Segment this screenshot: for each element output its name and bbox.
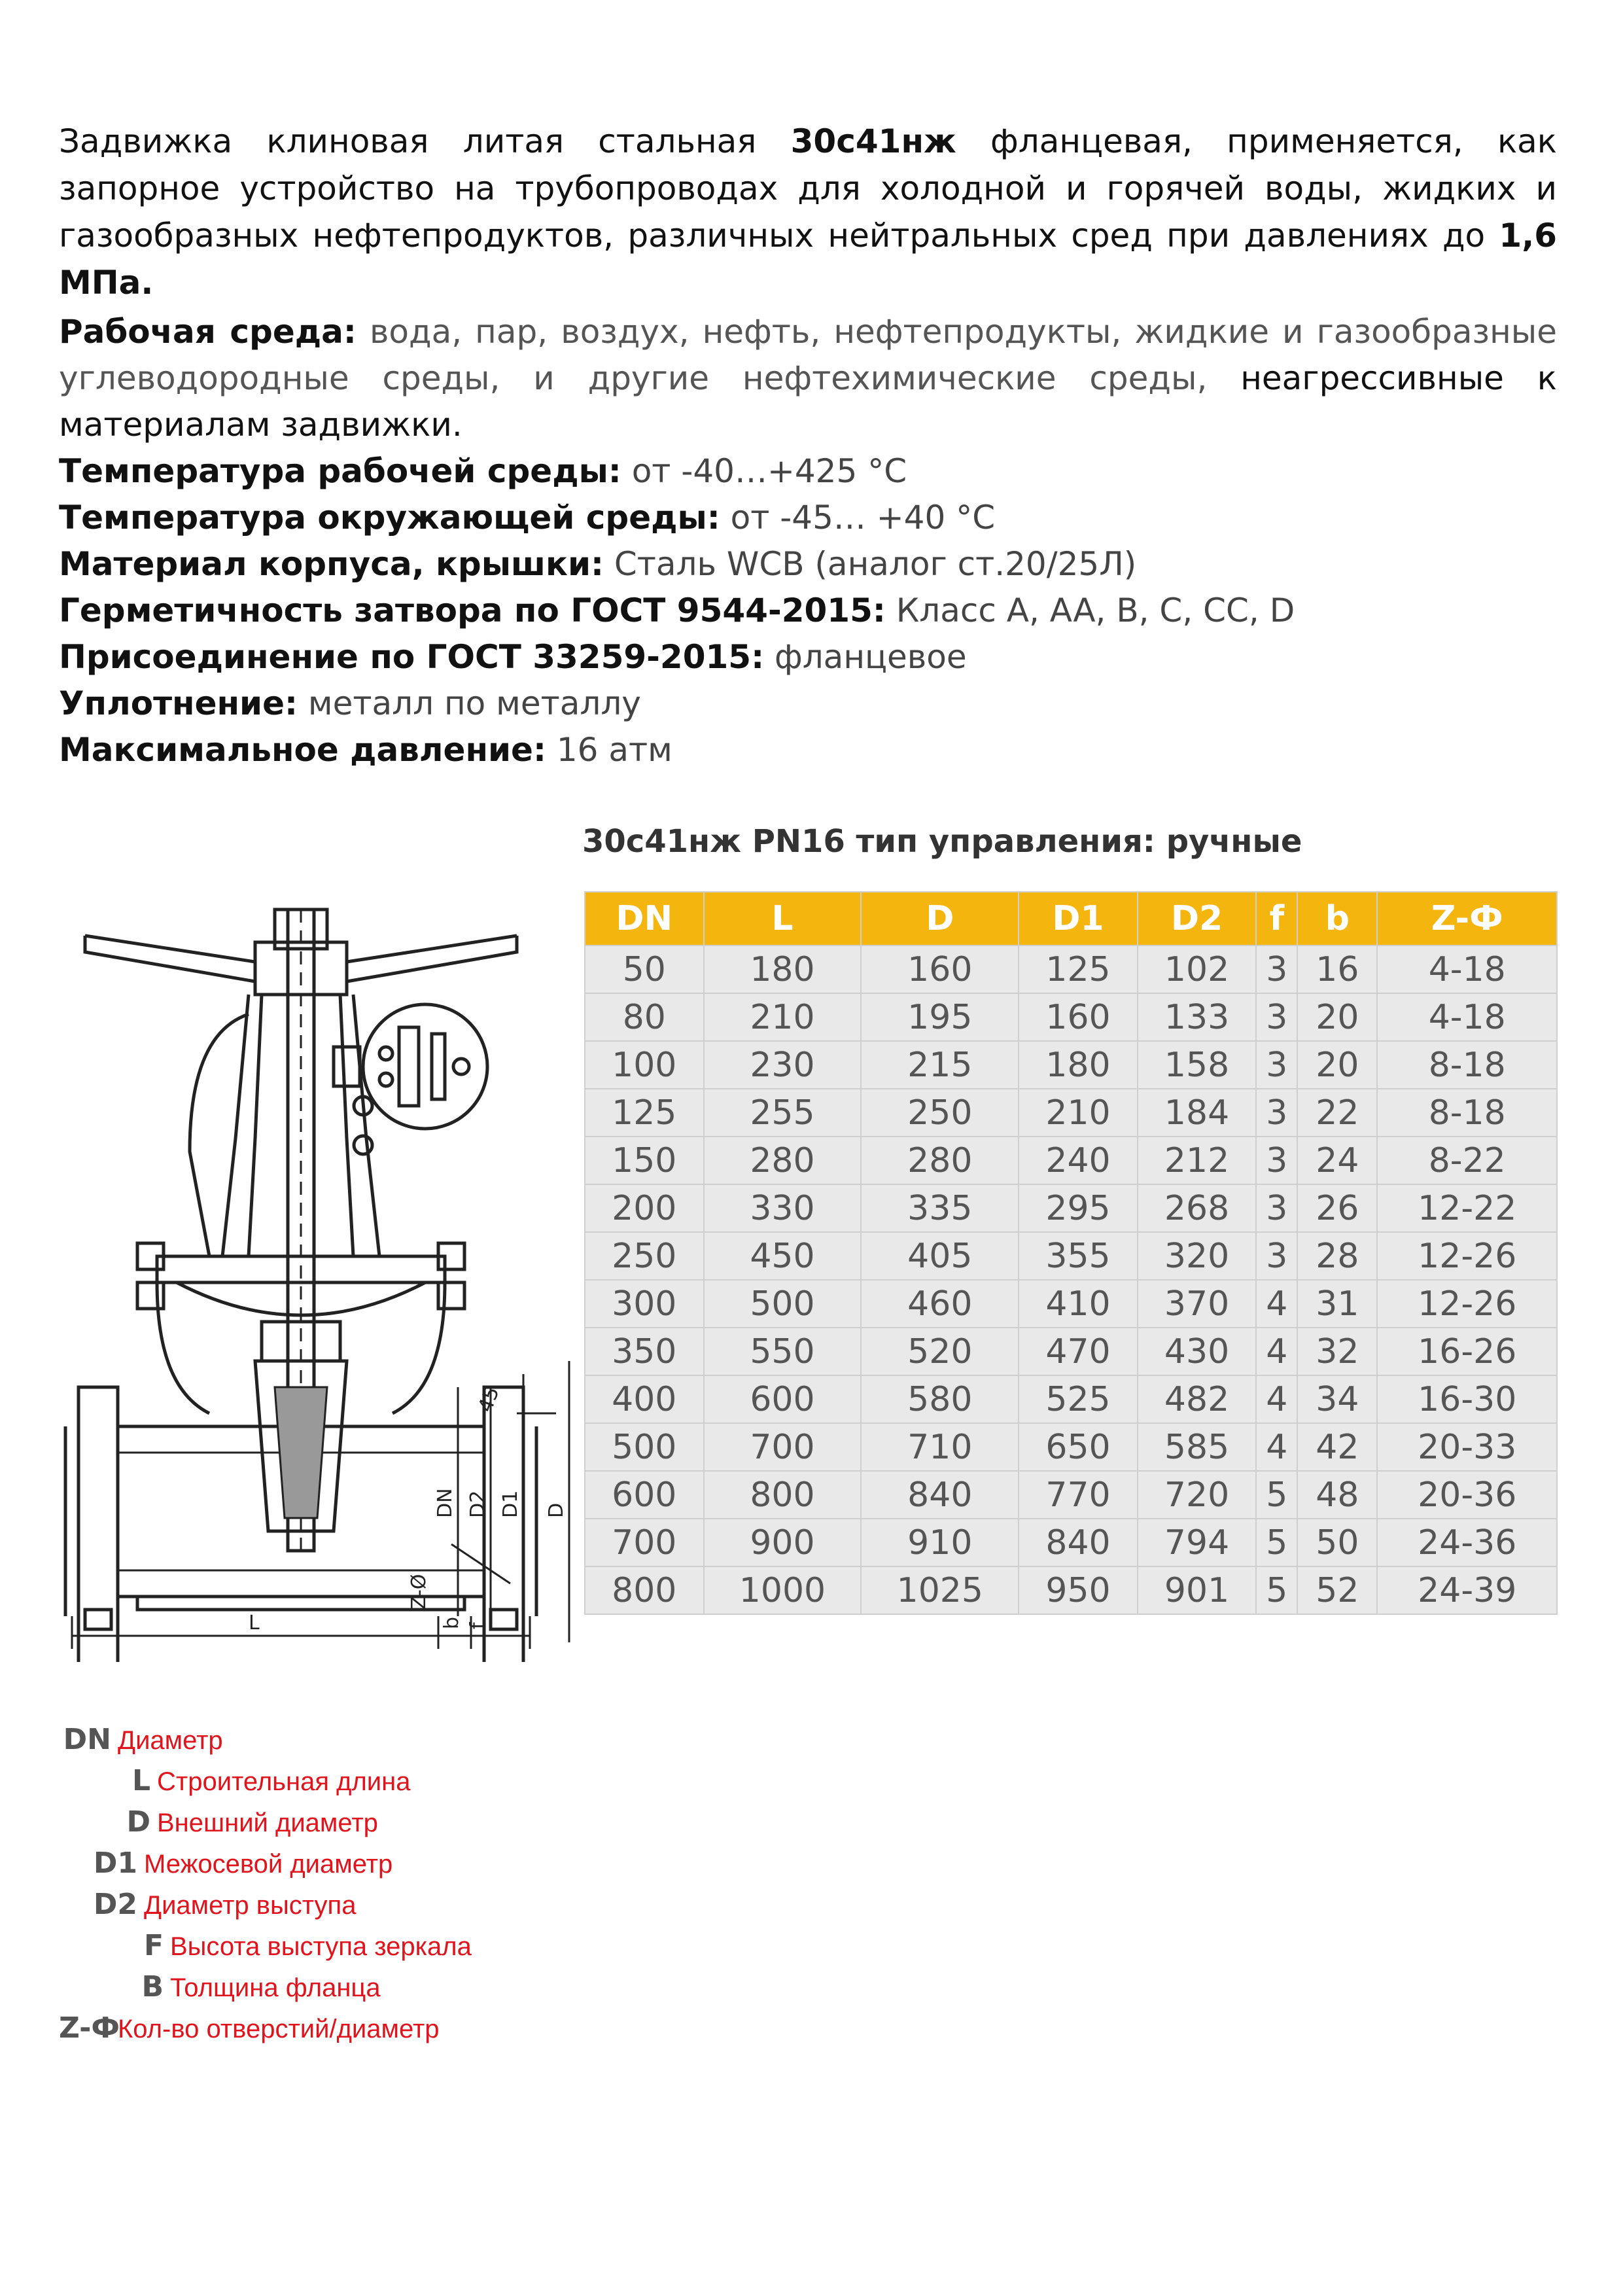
- table-cell: 405: [861, 1232, 1019, 1280]
- intro-paragraph: [59, 118, 1557, 306]
- table-cell: 42: [1297, 1423, 1377, 1471]
- table-title: 30с41нж PN16 тип управления: ручные: [582, 823, 1302, 860]
- spec-item: [59, 680, 1557, 727]
- table-cell: 50: [1297, 1519, 1377, 1566]
- legend-key: D: [126, 1805, 150, 1839]
- table-cell: 460: [861, 1280, 1019, 1328]
- table-cell: 400: [585, 1375, 704, 1423]
- table-cell: 125: [585, 1089, 704, 1137]
- table-cell: 280: [704, 1137, 862, 1184]
- table-cell: 268: [1138, 1184, 1257, 1232]
- table-cell: 3: [1256, 1089, 1297, 1137]
- spec-label: Температура рабочей среды:: [59, 452, 621, 490]
- table-cell: 180: [704, 945, 862, 993]
- dimensions-table: [584, 891, 1558, 1615]
- table-cell: 370: [1138, 1280, 1257, 1328]
- spec-medium-value: вода, пар, воздух, нефть, нефтепродукты, жидкие и газообразные углеводородные среды, и другие нефтехимические среды,: [59, 313, 1558, 397]
- column-header: b: [1297, 892, 1377, 945]
- table-cell: 80: [585, 993, 704, 1041]
- table-cell: 212: [1138, 1137, 1257, 1184]
- legend-item: [59, 1720, 472, 1761]
- spec-label: Герметичность затвора по ГОСТ 9544-2015:: [59, 592, 886, 629]
- table-cell: 430: [1138, 1328, 1257, 1375]
- table-row: [585, 1089, 1557, 1137]
- column-header: D: [861, 892, 1019, 945]
- table-cell: 300: [585, 1280, 704, 1328]
- intro-text-1: Задвижка клиновая литая стальная: [59, 122, 791, 160]
- legend-value: Диаметр: [118, 1726, 223, 1755]
- table-row: [585, 1280, 1557, 1328]
- table-cell: 180: [1019, 1041, 1138, 1089]
- legend-key: Z-Ф: [59, 2011, 120, 2045]
- legend-value: Высота выступа зеркала: [170, 1932, 472, 1961]
- table-cell: 4-18: [1377, 945, 1557, 993]
- table-cell: 470: [1019, 1328, 1138, 1375]
- drawing-label-angle: 45: [474, 1383, 504, 1415]
- table-row: [585, 1566, 1557, 1614]
- table-cell: 31: [1297, 1280, 1377, 1328]
- table-cell: 16: [1297, 945, 1377, 993]
- drawing-label-l: L: [249, 1612, 260, 1634]
- table-cell: 48: [1297, 1471, 1377, 1519]
- legend-value: Диаметр выступа: [144, 1891, 357, 1920]
- table-cell: 350: [585, 1328, 704, 1375]
- table-cell: 250: [861, 1089, 1019, 1137]
- legend-value: Толщина фланца: [170, 1973, 381, 2002]
- table-cell: 22: [1297, 1089, 1377, 1137]
- table-cell: 200: [585, 1184, 704, 1232]
- legend-key: B: [141, 1970, 164, 2004]
- table-cell: 255: [704, 1089, 862, 1137]
- table-cell: 34: [1297, 1375, 1377, 1423]
- table-cell: 12-22: [1377, 1184, 1557, 1232]
- table-cell: 700: [585, 1519, 704, 1566]
- table-cell: 335: [861, 1184, 1019, 1232]
- table-cell: 240: [1019, 1137, 1138, 1184]
- intro-model: 30с41нж: [790, 122, 956, 160]
- table-cell: 330: [704, 1184, 862, 1232]
- table-cell: 320: [1138, 1232, 1257, 1280]
- table-cell: 20: [1297, 993, 1377, 1041]
- table-row: [585, 993, 1557, 1041]
- table-cell: 26: [1297, 1184, 1377, 1232]
- table-cell: 950: [1019, 1566, 1138, 1614]
- table-cell: 50: [585, 945, 704, 993]
- table-cell: 525: [1019, 1375, 1138, 1423]
- specs-block: [59, 309, 1557, 773]
- table-cell: 800: [704, 1471, 862, 1519]
- column-header: D1: [1019, 892, 1138, 945]
- legend-key: D1: [93, 1846, 137, 1880]
- table-row: [585, 1519, 1557, 1566]
- table-cell: 901: [1138, 1566, 1257, 1614]
- drawing-label-zphi: Z-Ø: [408, 1574, 430, 1610]
- table-cell: 184: [1138, 1089, 1257, 1137]
- table-row: [585, 1375, 1557, 1423]
- table-cell: 520: [861, 1328, 1019, 1375]
- legend-key: D2: [93, 1888, 137, 1921]
- table-cell: 160: [861, 945, 1019, 993]
- table-cell: 840: [861, 1471, 1019, 1519]
- drawing-label-d2: D2: [466, 1490, 489, 1518]
- legend-value: Внешний диаметр: [157, 1809, 378, 1837]
- table-row: [585, 1184, 1557, 1232]
- table-cell: 295: [1019, 1184, 1138, 1232]
- legend-item: [59, 1926, 472, 1967]
- table-cell: 125: [1019, 945, 1138, 993]
- table-cell: 5: [1256, 1471, 1297, 1519]
- table-cell: 500: [585, 1423, 704, 1471]
- legend-key: F: [143, 1929, 164, 1962]
- table-cell: 1025: [861, 1566, 1019, 1614]
- table-cell: 500: [704, 1280, 862, 1328]
- spec-label: Присоединение по ГОСТ 33259-2015:: [59, 638, 765, 676]
- table-cell: 794: [1138, 1519, 1257, 1566]
- drawing-label-f: f: [466, 1622, 489, 1629]
- table-cell: 20: [1297, 1041, 1377, 1089]
- legend-key: DN: [63, 1723, 111, 1756]
- legend-value: Кол-во отверстий/диаметр: [118, 2015, 440, 2043]
- table-cell: 24-39: [1377, 1566, 1557, 1614]
- table-cell: 195: [861, 993, 1019, 1041]
- intro-text-2: фланцевая, применяется, как запорное устройство на трубопроводах для холодной и горячей воды, жидких и газообразных нефтепродуктов, различных нейтральных сред при давлениях до: [59, 122, 1557, 255]
- legend-item: [59, 1802, 472, 1843]
- table-cell: 3: [1256, 1184, 1297, 1232]
- table-cell: 770: [1019, 1471, 1138, 1519]
- table-cell: 12-26: [1377, 1232, 1557, 1280]
- legend-item: [59, 1761, 472, 1802]
- spec-value: от -40…+425 °С: [621, 452, 907, 490]
- spec-medium-value2: неагрессивные к материалам задвижки.: [59, 359, 1557, 444]
- table-cell: 600: [585, 1471, 704, 1519]
- table-cell: 700: [704, 1423, 862, 1471]
- spec-value: фланцевое: [764, 638, 967, 676]
- table-row: [585, 1232, 1557, 1280]
- table-cell: 3: [1256, 1041, 1297, 1089]
- table-cell: 3: [1256, 1232, 1297, 1280]
- table-cell: 710: [861, 1423, 1019, 1471]
- table-cell: 3: [1256, 945, 1297, 993]
- spec-item: [59, 541, 1557, 588]
- table-cell: 900: [704, 1519, 862, 1566]
- intro-pressure: 1,6 МПа.: [59, 217, 1557, 302]
- table-cell: 100: [585, 1041, 704, 1089]
- table-cell: 158: [1138, 1041, 1257, 1089]
- drawing-label-b: b: [440, 1616, 463, 1629]
- table-cell: 12-26: [1377, 1280, 1557, 1328]
- legend-key: L: [131, 1764, 150, 1797]
- table-cell: 4: [1256, 1423, 1297, 1471]
- table-row: [585, 1423, 1557, 1471]
- legend: [59, 1720, 472, 2049]
- legend-item: [59, 1967, 472, 2008]
- drawing-label-d1: D1: [499, 1490, 522, 1518]
- spec-value: Класс A, AA, B, C, CC, D: [885, 592, 1295, 629]
- table-cell: 102: [1138, 945, 1257, 993]
- table-cell: 20-33: [1377, 1423, 1557, 1471]
- spec-item: [59, 727, 1557, 773]
- spec-list: [59, 448, 1557, 773]
- table-cell: 28: [1297, 1232, 1377, 1280]
- table-cell: 160: [1019, 993, 1138, 1041]
- spec-medium: [59, 309, 1557, 448]
- table-cell: 4: [1256, 1280, 1297, 1328]
- table-cell: 910: [861, 1519, 1019, 1566]
- legend-value: Строительная длина: [157, 1767, 411, 1796]
- table-cell: 215: [861, 1041, 1019, 1089]
- table-cell: 4: [1256, 1375, 1297, 1423]
- table-cell: 52: [1297, 1566, 1377, 1614]
- table-cell: 133: [1138, 993, 1257, 1041]
- table-cell: 5: [1256, 1566, 1297, 1614]
- legend-value: Межосевой диаметр: [144, 1850, 393, 1879]
- table-cell: 32: [1297, 1328, 1377, 1375]
- drawing-label-dn: DN: [434, 1488, 457, 1518]
- table-cell: 24-36: [1377, 1519, 1557, 1566]
- table-cell: 650: [1019, 1423, 1138, 1471]
- table-header-row: [585, 892, 1557, 945]
- spec-label: Максимальное давление:: [59, 731, 546, 769]
- table-cell: 3: [1256, 993, 1297, 1041]
- table-row: [585, 1471, 1557, 1519]
- table-cell: 4-18: [1377, 993, 1557, 1041]
- table-cell: 150: [585, 1137, 704, 1184]
- valve-drawing: [59, 890, 582, 1662]
- spec-value: металл по металлу: [298, 684, 641, 722]
- table-cell: 8-22: [1377, 1137, 1557, 1184]
- table-cell: 410: [1019, 1280, 1138, 1328]
- table-cell: 840: [1019, 1519, 1138, 1566]
- spec-label: Температура окружающей среды:: [59, 499, 720, 537]
- table-row: [585, 1328, 1557, 1375]
- legend-item: [59, 1884, 472, 1926]
- column-header: D2: [1138, 892, 1257, 945]
- table-cell: 720: [1138, 1471, 1257, 1519]
- table-cell: 280: [861, 1137, 1019, 1184]
- spec-item: [59, 495, 1557, 541]
- table-cell: 800: [585, 1566, 704, 1614]
- table-cell: 5: [1256, 1519, 1297, 1566]
- column-header: Z-Ф: [1377, 892, 1557, 945]
- column-header: L: [704, 892, 862, 945]
- table-row: [585, 945, 1557, 993]
- table-cell: 250: [585, 1232, 704, 1280]
- spec-value: 16 атм: [546, 731, 672, 769]
- spec-label: Материал корпуса, крышки:: [59, 545, 604, 583]
- table-cell: 210: [1019, 1089, 1138, 1137]
- table-cell: 585: [1138, 1423, 1257, 1471]
- table-cell: 4: [1256, 1328, 1297, 1375]
- spec-value: от -45… +40 °С: [720, 499, 996, 537]
- spec-item: [59, 634, 1557, 680]
- table-cell: 450: [704, 1232, 862, 1280]
- table-cell: 16-30: [1377, 1375, 1557, 1423]
- table-cell: 1000: [704, 1566, 862, 1614]
- table-cell: 20-36: [1377, 1471, 1557, 1519]
- drawing-label-d: D: [545, 1502, 568, 1518]
- spec-label: Уплотнение:: [59, 684, 298, 722]
- table-cell: 8-18: [1377, 1089, 1557, 1137]
- table-cell: 355: [1019, 1232, 1138, 1280]
- spec-item: [59, 588, 1557, 634]
- legend-item: [59, 2008, 472, 2049]
- table-cell: 600: [704, 1375, 862, 1423]
- table-cell: 580: [861, 1375, 1019, 1423]
- table-row: [585, 1137, 1557, 1184]
- table-row: [585, 1041, 1557, 1089]
- table-cell: 16-26: [1377, 1328, 1557, 1375]
- table-cell: 24: [1297, 1137, 1377, 1184]
- table-cell: 3: [1256, 1137, 1297, 1184]
- column-header: f: [1256, 892, 1297, 945]
- table-cell: 230: [704, 1041, 862, 1089]
- table-body: [585, 945, 1557, 1614]
- spec-value: Сталь WCB (аналог ст.20/25Л): [603, 545, 1137, 583]
- spec-medium-label: Рабочая среда:: [59, 313, 357, 351]
- legend-item: [59, 1843, 472, 1884]
- table-cell: 482: [1138, 1375, 1257, 1423]
- spec-item: [59, 448, 1557, 495]
- table-cell: 8-18: [1377, 1041, 1557, 1089]
- column-header: DN: [585, 892, 704, 945]
- table-cell: 550: [704, 1328, 862, 1375]
- table-cell: 210: [704, 993, 862, 1041]
